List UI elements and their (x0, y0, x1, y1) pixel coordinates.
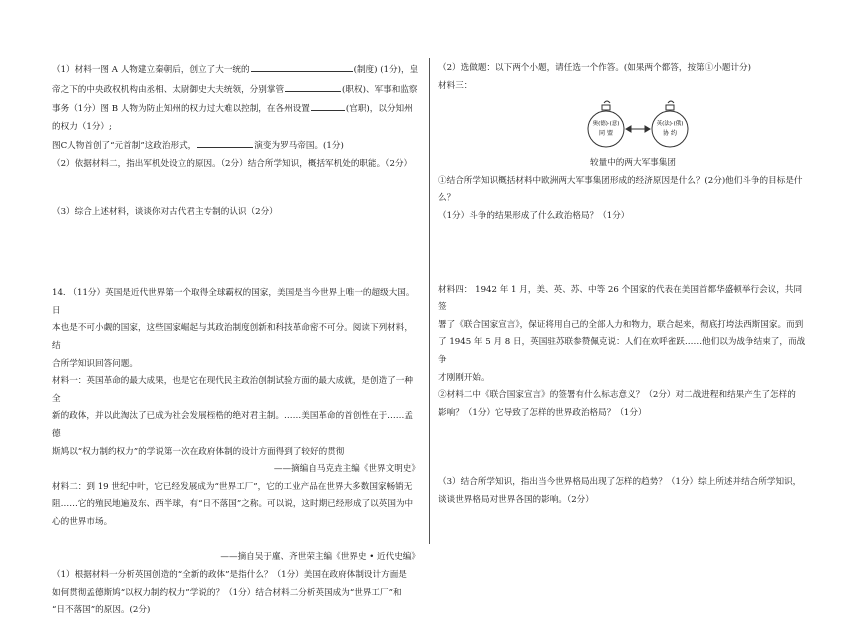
question-13-2: （2）依据材料二，指出军机处设立的原因。（2分）结合所学知识，概括军机处的职能。（2分） (52, 158, 413, 169)
answer-blank[interactable] (251, 60, 353, 72)
material-2-source: ——摘自吴于廑、齐世荣主编《世界史 • 近代史编》 (220, 552, 420, 563)
figure-caption: 较量中的两大军事集团 (590, 158, 676, 169)
question-13-3: （3）综合上述材料，谈谈你对古代君主专制的认识（2分） (52, 206, 278, 217)
bomb-diagram (584, 97, 694, 155)
right-column: （2）选做题：以下两个小题，请任选一个作答。(如果两个都答，按第①小题计分) 材料三： 奥(德)·(意) 同 盟 英(法)·(俄) 协 约 较量中的两大军事集团 ①结合所学知识概括材料中欧洲两大军事集团形成的经济原因是什么？(2分)他们斗争的目标是什么？ （1分）斗争的结果形成了什么政治格局？（1分） 材料四： 1942 年 1 月，美、英、苏、中等 26 个国家的代表在美国首都华盛顿举行会议，共同签 署了《联合国家宣言》，保证将用自己的全部人力和物力，联合起来，彻底打垮法西斯国家。而到 了 1945 年 5 月 8 日，英国驻苏联参赞佩克说：人们在欢呼雀跃……他们以为战争结束了，而战争 才刚刚开始。 ②材料二中《联合国家宣言》的签署有什么标志意义？（2分）对二战进程和结果产生了怎样的 影响？（1分）它导致了怎样的世界政治格局？（1分） （3）结合所学知识，指出当今世界格局出现了怎样的趋势？（1分）综上所述并结合所学知识， 谈谈世界格局对世界各国的影响。（2分） (438, 60, 810, 510)
answer-blank[interactable] (311, 99, 345, 111)
question-3-trend: （3）结合所学知识，指出当今世界格局出现了怎样的趋势？（1分）综上所述并结合所学知识， (438, 477, 802, 488)
fig-left-top-label: 奥(德)·(意) (592, 121, 620, 128)
material-2: 材料二：到 19 世纪中叶，它已经发展成为“世界工厂”，它的工业产品在世界大多数国家畅销无 (52, 481, 413, 492)
military-blocs-figure (584, 97, 694, 155)
material-1-source: ——摘编自马克垚主编《世界文明史》 (273, 464, 420, 475)
fig-right-top-label: 英(法)·(俄) (656, 121, 684, 128)
column-divider (429, 58, 430, 544)
answer-blank[interactable] (285, 80, 341, 92)
left-column: （1）材料一图 A 人物建立秦朝后，创立了大一统的 (制度) (1分)，皇 帝之下的中央政权机构由丞相、太尉御史大夫统领，分别掌管 (职权)、军事和监察 事务（1分）图 B 人物为防止知州的权力过大难以控制，在各州设置 (官职)，以分知州 的权力（1分）; 图C人物首创了“元首制”这政治形式， 演变为罗马帝国。(1分) （2）依据材料二，指出军机处设立的原因。（2分）结合所学知识，概括军机处的职能。（2分） （3）综合上述材料，谈谈你对古代君主专制的认识（2分） 14. （11分）英国是近代世界第一个取得全球霸权的国家，美国是当今世界上唯一的超级大国。日 本也是不可小觑的国家，这些国家崛起与其政治制度创新和科技革命密不可分。阅读下列材料，结 合所学知识回答问题。 材料一：英国革命的最大成果，也是它在现代民主政治创制试验方面的最大成就，是创造了一种全 新的政体，并以此淘汰了已成为社会发展桎梏的绝对君主制。……美国革命的首创性在于……孟德 斯鸠以“权力制约权力”的学说第一次在政府体制的设计方面得到了较好的贯彻 ——摘编自马克垚主编《世界文明史》 材料二：到 19 世纪中叶，它已经发展成为“世界工厂”，它的工业产品在世界大多数国家畅销无 阻……它的殖民地遍及东、西半球，有“日不落国”之称。可以说，这时期已经形成了以英国为中 心的世界市场。 ——摘自吴于廑、齐世荣主编《世界史 • 近代史编》 （1）根据材料一分析英国创造的“全新的政体”是指什么？（1分）美国在政府体制设计方面是 如何贯彻孟德斯鸠“以权力制约权力”学说的？（1分）结合材料二分析英国成为“世界工厂”和 “日不落国”的原因。(2分) (52, 60, 420, 620)
answer-blank[interactable] (197, 136, 253, 148)
elective-question-a: ①结合所学知识概括材料中欧洲两大军事集团形成的经济原因是什么？(2分)他们斗争的目标是什么？ (438, 175, 803, 204)
elective-question-header: （2）选做题：以下两个小题，请任选一个作答。(如果两个都答，按第①小题计分) (438, 63, 751, 73)
material-4: 材料四： 1942 年 1 月，美、英、苏、中等 26 个国家的代表在美国首都华盛顿举行会议，共同签 (438, 284, 803, 313)
fig-right-bottom-label: 协 约 (663, 130, 677, 138)
material-3-label: 材料三： (438, 80, 473, 91)
question-14-1: （1）根据材料一分析英国创造的“全新的政体”是指什么？（1分）美国在政府体制设计方面是 (52, 570, 407, 581)
fig-left-bottom-label: 同 盟 (599, 130, 613, 138)
material-1: 材料一：英国革命的最大成果，也是它在现代民主政治创制试验方面的最大成就，是创造了一种全 (52, 376, 413, 404)
question-13-1: （1）材料一图 A 人物建立秦朝后，创立了大一统的 (制度) (1分)，皇 (52, 60, 420, 80)
double-arrow-icon (626, 126, 650, 132)
question-14-intro: 14. （11分）英国是近代世界第一个取得全球霸权的国家，美国是当今世界上唯一的超级大国。日 (52, 288, 415, 316)
elective-question-b: ②材料二中《联合国家宣言》的签署有什么标志意义？（2分）对二战进程和结果产生了怎样的 (438, 390, 796, 401)
